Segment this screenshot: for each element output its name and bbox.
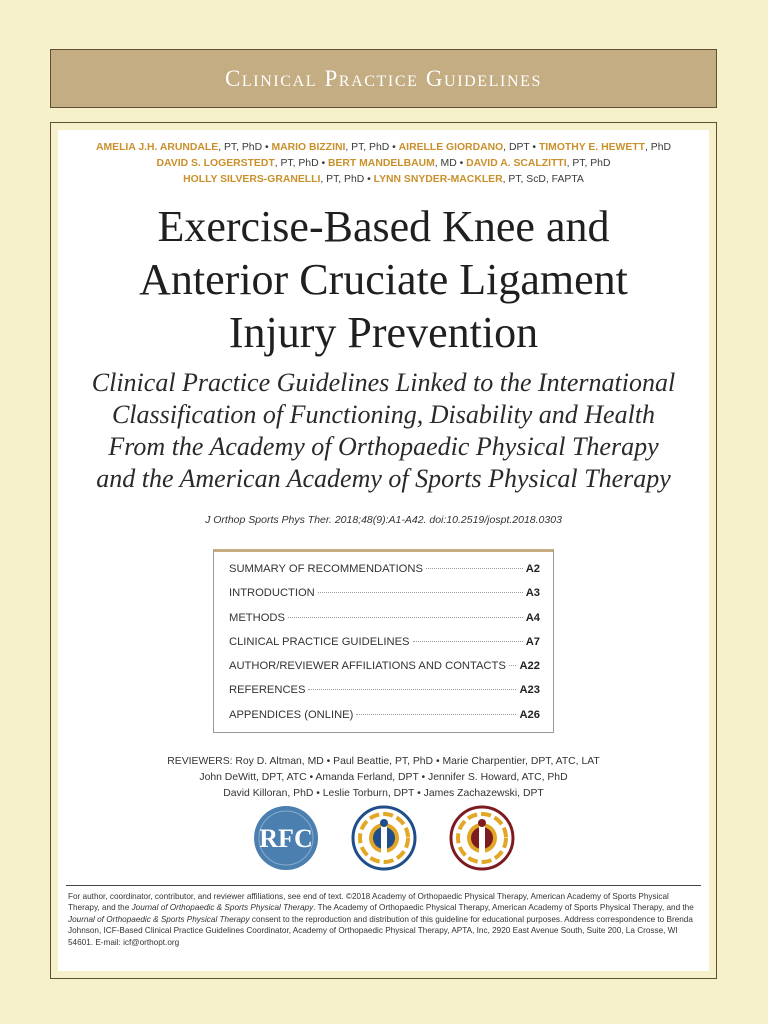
header-band [50, 49, 717, 108]
subtitle-line: Classification of Functioning, Disability and Health [111, 400, 656, 429]
journal-name: Journal of Orthopaedic & Sports Physical Therapy [131, 903, 314, 913]
contents-entry-appendices[interactable] [229, 709, 540, 733]
reviewers-line: REVIEWERS: Roy D. Altman, MD • Paul Beattie, PT, PhD • Marie Charpentier, DPT, ATC, LAT [167, 756, 600, 767]
footer-text: . The Academy of Orthopaedic Physical Therapy, American Academy of Sports Physical Therapy, and the [313, 903, 694, 913]
sports-academy-logo [449, 805, 515, 871]
dot-leader [413, 641, 523, 642]
title-line: Injury Prevention [228, 308, 539, 357]
footer-note [68, 891, 702, 948]
rfc-logo [253, 805, 319, 871]
contents-page-number: A23 [519, 684, 540, 697]
footer-divider [66, 885, 701, 886]
contents-entry-methods[interactable] [229, 612, 540, 636]
reviewers-line: David Killoran, PhD • Leslie Torburn, DPT • James Zachazewski, DPT [223, 788, 544, 799]
author-name: LYNN SNYDER-MACKLER [373, 174, 503, 185]
author-list [60, 140, 707, 188]
contents-entry-guidelines[interactable] [229, 636, 540, 660]
author-credentials: , PT, PhD • [320, 174, 374, 185]
author-credentials: , PT, ScD, FAPTA [502, 174, 584, 185]
author-credentials: , PhD [644, 142, 671, 153]
contents-label: APPENDICES (ONLINE) [229, 708, 354, 721]
title-line: Exercise-Based Knee and [157, 202, 610, 251]
contents-entry-introduction[interactable] [229, 587, 540, 611]
contents-entry-summary[interactable] [229, 563, 540, 587]
author-name: DAVID A. SCALZITTI [466, 158, 567, 169]
author-credentials: , PT, PhD • [345, 142, 399, 153]
author-credentials: , MD • [434, 158, 467, 169]
author-credentials: , PT, PhD • [274, 158, 328, 169]
author-line [60, 140, 707, 156]
author-name: DAVID S. LOGERSTEDT [156, 158, 275, 169]
dot-leader [288, 617, 523, 618]
author-credentials: , PT, PhD • [218, 142, 272, 153]
dot-leader [356, 714, 516, 715]
contents-label: REFERENCES [229, 684, 306, 697]
subtitle-line: From the Academy of Orthopaedic Physical Therapy [108, 432, 659, 461]
table-of-contents [229, 563, 540, 733]
contents-page-number: A3 [525, 587, 540, 600]
author-name: TIMOTHY E. HEWETT [538, 142, 645, 153]
title-line: Anterior Cruciate Ligament [139, 255, 628, 304]
subtitle-line: Clinical Practice Guidelines Linked to the International [91, 368, 676, 397]
subtitle-line: and the American Academy of Sports Physical Therapy [96, 464, 671, 493]
logo-row [60, 805, 707, 877]
reviewers [60, 754, 707, 802]
author-name: HOLLY SILVERS-GRANELLI [183, 174, 321, 185]
author-credentials: , PT, PhD [566, 158, 611, 169]
contents-entry-affiliations[interactable] [229, 660, 540, 684]
journal-name: Journal of Orthopaedic & Sports Physical Therapy [68, 914, 250, 924]
contents-label: INTRODUCTION [229, 587, 315, 600]
author-name: BERT MANDELBAUM [327, 158, 435, 169]
dot-leader [426, 568, 523, 569]
author-line [60, 172, 707, 188]
author-name: AIRELLE GIORDANO [398, 142, 504, 153]
contents-label: METHODS [229, 611, 285, 624]
contents-page-number: A7 [525, 635, 540, 648]
contents-page-number: A4 [525, 611, 540, 624]
author-credentials: , DPT • [503, 142, 539, 153]
contents-page-number: A26 [519, 708, 540, 721]
rfc-logo-text: RFC [258, 824, 313, 853]
orthopaedic-academy-logo [351, 805, 417, 871]
reviewers-line: John DeWitt, DPT, ATC • Amanda Ferland, DPT • Jennifer S. Howard, ATC, PhD [199, 772, 568, 783]
footer-text: consent to the reproduction and distribution of this guideline for educational purposes. Address correspondence to Brenda Johnson, ICF-Based Clinical Practice Guidelines Coordinator, Academy of Orthopaedic Physical Therapy, APTA, Inc, 2920 East Avenue South, Suite 200, La Crosse, WI 54601. E-mail: icf@orthopt.org [68, 914, 693, 947]
author-line [60, 156, 707, 172]
contents-page-number: A22 [519, 660, 540, 673]
citation: J Orthop Sports Phys Ther. 2018;48(9):A1-A42. doi:10.2519/jospt.2018.0303 [205, 514, 562, 526]
document-title [60, 200, 707, 359]
header-title: Clinical Practice Guidelines [224, 65, 542, 91]
author-name: MARIO BIZZINI [271, 142, 346, 153]
dot-leader [308, 689, 516, 690]
footer-text: For author, coordinator, contributor, and reviewer affiliations, see end of text. ©2018 Academy of Orthopaedic Physical Therapy, American Academy of Sports Physical Therapy, and the [68, 892, 669, 913]
contents-label: SUMMARY OF RECOMMENDATIONS [229, 563, 423, 575]
contents-page-number: A2 [525, 563, 540, 575]
contents-entry-references[interactable] [229, 684, 540, 708]
dot-leader [318, 592, 523, 593]
document-subtitle [60, 367, 707, 495]
contents-label: AUTHOR/REVIEWER AFFILIATIONS AND CONTACTS [229, 660, 506, 673]
dot-leader [509, 665, 517, 666]
author-name: AMELIA J.H. ARUNDALE [96, 142, 219, 153]
contents-label: CLINICAL PRACTICE GUIDELINES [229, 635, 410, 648]
